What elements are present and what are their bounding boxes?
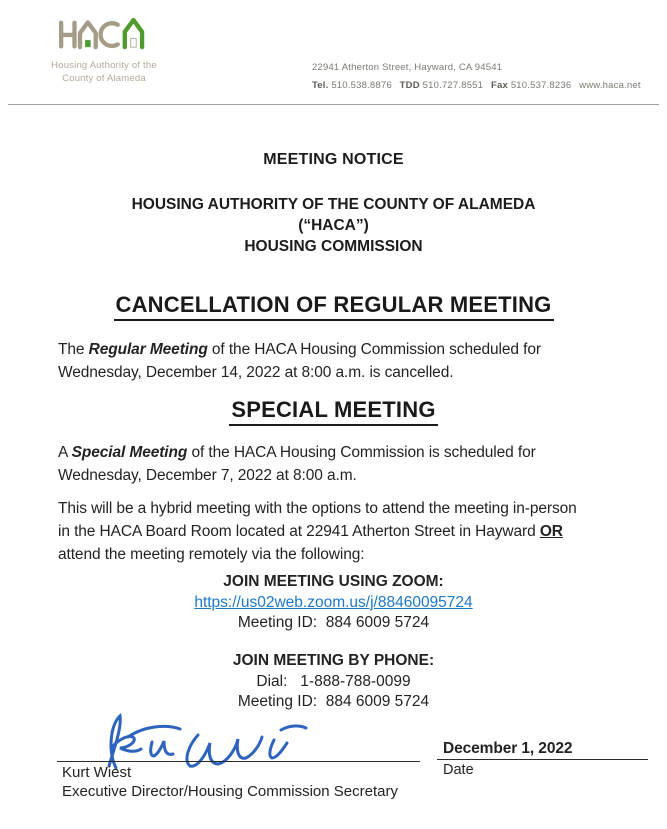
cancellation-text-post: of the HACA Housing Commission scheduled for Wednesday, December 14, 2022 at 8:00 a.m. is cancelled. (58, 341, 541, 381)
zoom-join-heading: JOIN MEETING USING ZOOM: (223, 573, 444, 590)
phone-join-block (0, 651, 667, 713)
zoom-meeting-id: Meeting ID: 884 6009 5724 (237, 614, 430, 631)
letterhead-divider (8, 104, 659, 105)
haca-logo-icon (58, 14, 146, 52)
special-meeting-emphasis: Special Meeting (71, 444, 188, 461)
tdd-label: TDD (399, 80, 420, 91)
letterhead-contact (312, 59, 641, 95)
phone-join-heading: JOIN MEETING BY PHONE: (232, 652, 435, 669)
phone-dial-number: Dial: 1-888-788-0099 (256, 672, 411, 690)
hybrid-text-post: attend the meeting remotely via the following: (58, 546, 365, 563)
logo-tagline (38, 59, 170, 85)
or-emphasis: OR (539, 523, 563, 540)
special-text-post: of the HACA Housing Commission is scheduled for Wednesday, December 7, 2022 at 8:00 a.m. (58, 444, 536, 484)
signature-line (57, 761, 420, 762)
tel-label: Tel. (312, 80, 329, 91)
hybrid-text-pre: This will be a hybrid meeting with the options to attend the meeting in-person in the HACA Board Room located at 22941 Atherton Street in Hayward (58, 500, 577, 540)
tel-number: 510.538.8876 (331, 80, 392, 91)
cancellation-heading: CANCELLATION OF REGULAR MEETING (0, 292, 667, 321)
special-meeting-paragraph (58, 441, 590, 487)
contact-phone-line (312, 77, 641, 95)
handwritten-signature-icon (78, 712, 348, 772)
fax-number: 510.537.8236 (510, 80, 572, 91)
contact-address: 22941 Atherton Street, Hayward, CA 94541 (312, 62, 503, 73)
cancellation-text-pre: The (58, 341, 89, 358)
logo-tagline-line2: County of Alameda (62, 73, 146, 84)
website-text: www.haca.net (579, 80, 641, 91)
cancellation-paragraph (58, 338, 590, 384)
org-name-block (0, 194, 667, 257)
signatory-name: Kurt Wiest (62, 764, 132, 781)
date-value: December 1, 2022 (443, 740, 573, 757)
org-name-line3: HOUSING COMMISSION (244, 238, 423, 255)
org-name-line1: HOUSING AUTHORITY OF THE COUNTY OF ALAMEDA (131, 196, 536, 213)
zoom-meeting-link[interactable]: https://us02web.zoom.us/j/88460095724 (194, 593, 473, 611)
regular-meeting-emphasis: Regular Meeting (88, 341, 208, 358)
zoom-join-block (0, 572, 667, 634)
date-line (437, 759, 648, 760)
special-meeting-heading: SPECIAL MEETING (0, 397, 667, 426)
tdd-number: 510.727.8551 (422, 80, 484, 91)
logo-tagline-line1: Housing Authority of the (51, 60, 157, 71)
date-label: Date (443, 762, 474, 778)
phone-meeting-id: Meeting ID: 884 6009 5724 (237, 693, 430, 710)
hybrid-paragraph (58, 497, 590, 566)
fax-label: Fax (491, 80, 508, 91)
special-text-pre: A (58, 444, 72, 461)
meeting-notice-title: MEETING NOTICE (263, 151, 404, 168)
org-name-line2: (“HACA”) (298, 217, 369, 234)
signatory-title: Executive Director/Housing Commission Secretary (62, 783, 398, 800)
